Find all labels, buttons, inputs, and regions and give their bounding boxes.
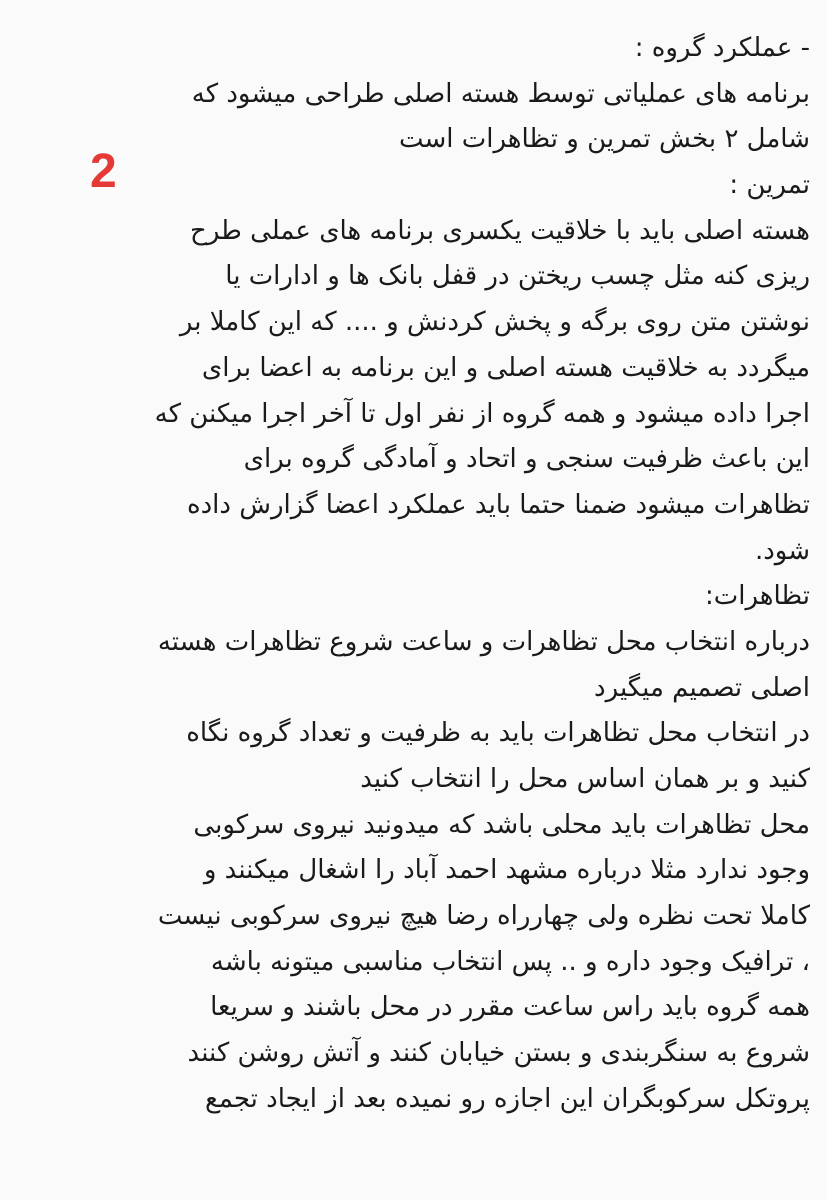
text-line: شروع به سنگربندی و بستن خیابان کنند و آتش روشن کنند [187,1038,810,1069]
text-line: تمرین : [729,170,810,201]
text-line: اصلی تصمیم میگیرد [594,672,810,703]
text-line: برنامه های عملیاتی توسط هسته اصلی طراحی میشود که [191,78,810,109]
text-line: درباره انتخاب محل تظاهرات و ساعت شروع تظاهرات هسته [157,626,810,657]
text-line: - عملکرد گروه : [634,33,810,63]
text-line: میگردد به خلاقیت هسته اصلی و این برنامه به اعضا برای [201,352,810,383]
text-line: ، ترافیک وجود داره و .. پس انتخاب مناسبی میتونه باشه [210,946,810,977]
text-line: شامل ۲ بخش تمرین و تظاهرات است [398,124,810,155]
text-line: این باعث ظرفیت سنجی و اتحاد و آمادگی گروه برای [243,444,810,475]
text-line: تظاهرات: [704,581,810,612]
text-line: در انتخاب محل تظاهرات باید به ظرفیت و تعداد گروه نگاه [186,718,810,749]
page-number: 2 [90,145,117,198]
text-line: پروتکل سرکوبگران این اجازه رو نمیده بعد از ایجاد تجمع [205,1083,810,1114]
text-line: همه گروه باید راس ساعت مقرر در محل باشند و سریعا [210,992,810,1023]
text-line: وجود ندارد مثلا درباره مشهد احمد آباد را اشغال میکنند و [203,855,810,886]
text-line: کنید و بر همان اساس محل را انتخاب کنید [360,764,810,794]
text-line: محل تظاهرات باید محلی باشد که میدونید نیروی سرکوبی [193,809,810,840]
text-line: شود. [754,535,810,566]
text-line: کاملا تحت نظره ولی چهارراه رضا هیچ نیروی سرکوبی نیست [157,901,810,932]
text-line: نوشتن متن روی برگه و پخش کردنش و .... که این کاملا بر [179,307,810,338]
text-line: ریزی کنه مثل چسب ریختن در قفل بانک ها و ادارات یا [225,261,810,292]
text-line: تظاهرات میشود ضمنا حتما باید عملکرد اعضا گزارش داده [186,489,810,520]
document-body [40,26,810,1123]
text-line: هسته اصلی باید با خلاقیت یکسری برنامه های عملی طرح [190,215,810,246]
text-line: اجرا داده میشود و همه گروه از نفر اول تا آخر اجرا میکنن که [154,398,810,429]
